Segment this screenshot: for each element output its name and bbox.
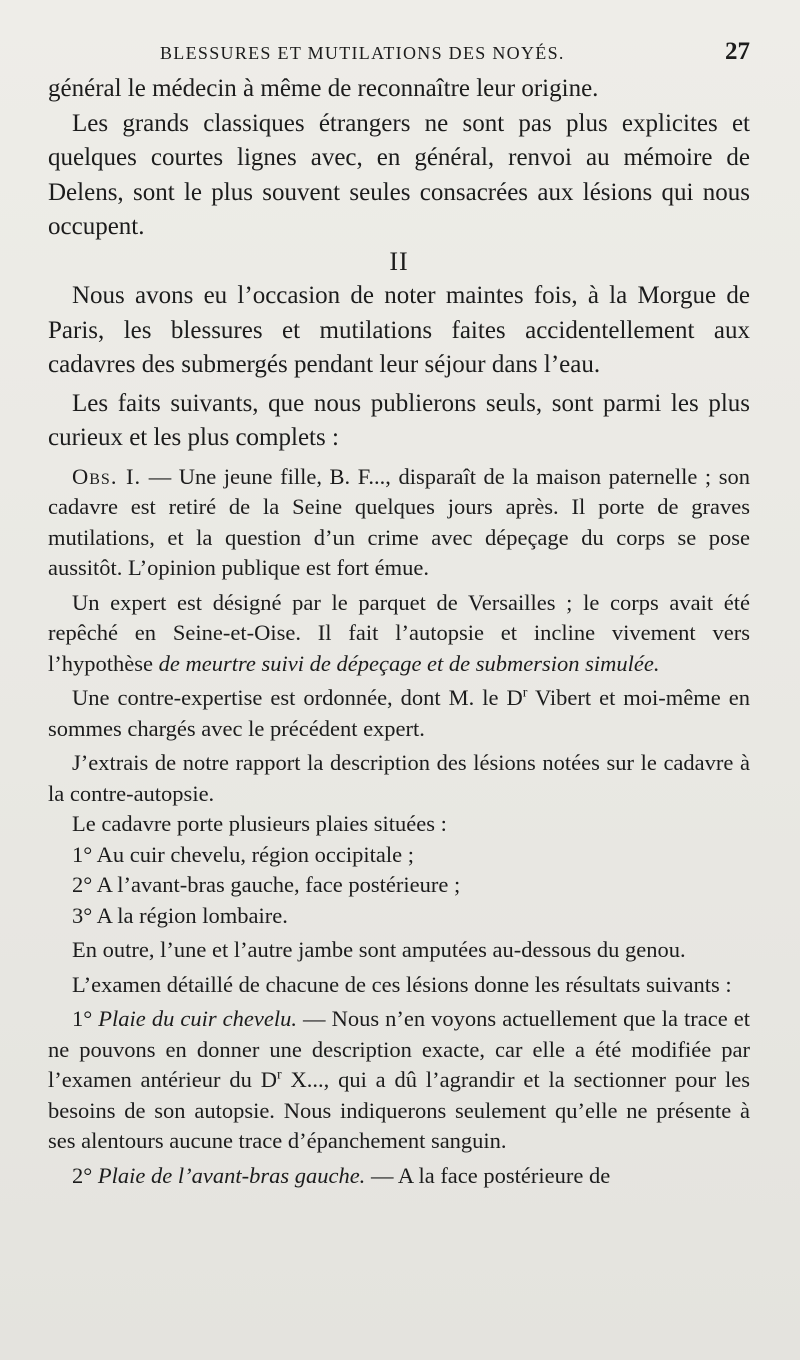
observation-paragraph: 2° Plaie de l’avant-bras gauche. — A la face postérieure de: [72, 1162, 611, 1188]
italic-heading: Plaie du cuir chevelu.: [98, 1006, 297, 1031]
observation-paragraph: J’extrais de notre rapport la description des lésions notées sur le cadavre à la contre-autopsie.: [48, 750, 750, 806]
observation-paragraph: Une contre-expertise est ordonnée, dont M. le $D^r$ Vibert et moi-même en sommes chargés avec le précédent expert.: [48, 685, 750, 741]
running-title: BLESSURES ET MUTILATIONS DES NOYÉS.: [160, 43, 565, 63]
italic-phrase: de meurtre suivi de dépeçage et de submersion simulée.: [158, 650, 660, 676]
observation-paragraph: Obs. I. — Une jeune fille, B. F..., disparaît de la maison paternelle ; son cadavre est retiré de la Seine quelques jours après. Il porte de graves mutilations, et la question d’un crime avec dépeçage du corps se pose aussitôt. L’opinion publique est fort émue.: [48, 463, 750, 580]
observation-paragraph: L’examen détaillé de chacune de ces lésions donne les résultats suivants :: [72, 971, 732, 997]
observation-paragraph: Le cadavre porte plusieurs plaies situées :: [72, 811, 447, 836]
observation-paragraph: En outre, l’une et l’autre jambe sont amputées au-dessous du genou.: [72, 937, 686, 962]
list-item: 2° A l’avant-bras gauche, face postérieure ;: [72, 872, 461, 897]
italic-heading: Plaie de l’avant-bras gauche.: [97, 1162, 366, 1188]
list-item: 3° A la région lombaire.: [72, 902, 288, 928]
list-item: 1° Au cuir chevelu, région occipitale ;: [72, 841, 415, 867]
paragraph: Les grands classiques étrangers ne sont pas plus explicites et quelques courtes lignes avec, en général, renvoi au mémoire de Delens, sont le plus souvent seules consacrées aux lésions qui nous occupent.: [48, 109, 750, 240]
page-number: 27: [725, 38, 750, 65]
observation-paragraph: 1° Plaie du cuir chevelu. — Nous n’en voyons actuellement que la trace et ne pouvons en donner une description exacte, car elle a été modifiée par l’examen antérieur du $D^r$ X..., qui a dû l’agrandir et la sectionner pour les besoins de son autopsie. Nous indiquerons seulement qu’elle ne présente à ses alentours aucune trace d’épanchement sanguin.: [48, 1006, 750, 1153]
observation-label: Obs. I.: [72, 463, 142, 489]
running-header: [48, 38, 750, 72]
body-text: [48, 72, 750, 456]
paragraph: Les faits suivants, que nous publierons seuls, sont parmi les plus curieux et les plus complets :: [48, 389, 750, 451]
section-heading: II: [389, 246, 409, 276]
observation-paragraph: Un expert est désigné par le parquet de Versailles ; le corps avait été repêché en Seine-et-Oise. Il fait l’autopsie et incline vivement vers l’hypothèse de meurtre suivi de dépeçage et de submersion simulée.: [48, 589, 750, 676]
paragraph: Nous avons eu l’occasion de noter maintes fois, à la Morgue de Paris, les blessures et mutilations faites accidentellement aux cadavres des submergés pendant leur séjour dans l’eau.: [48, 282, 750, 378]
observation-block: [48, 462, 750, 1192]
paragraph: général le médecin à même de reconnaître leur origine.: [48, 75, 599, 102]
